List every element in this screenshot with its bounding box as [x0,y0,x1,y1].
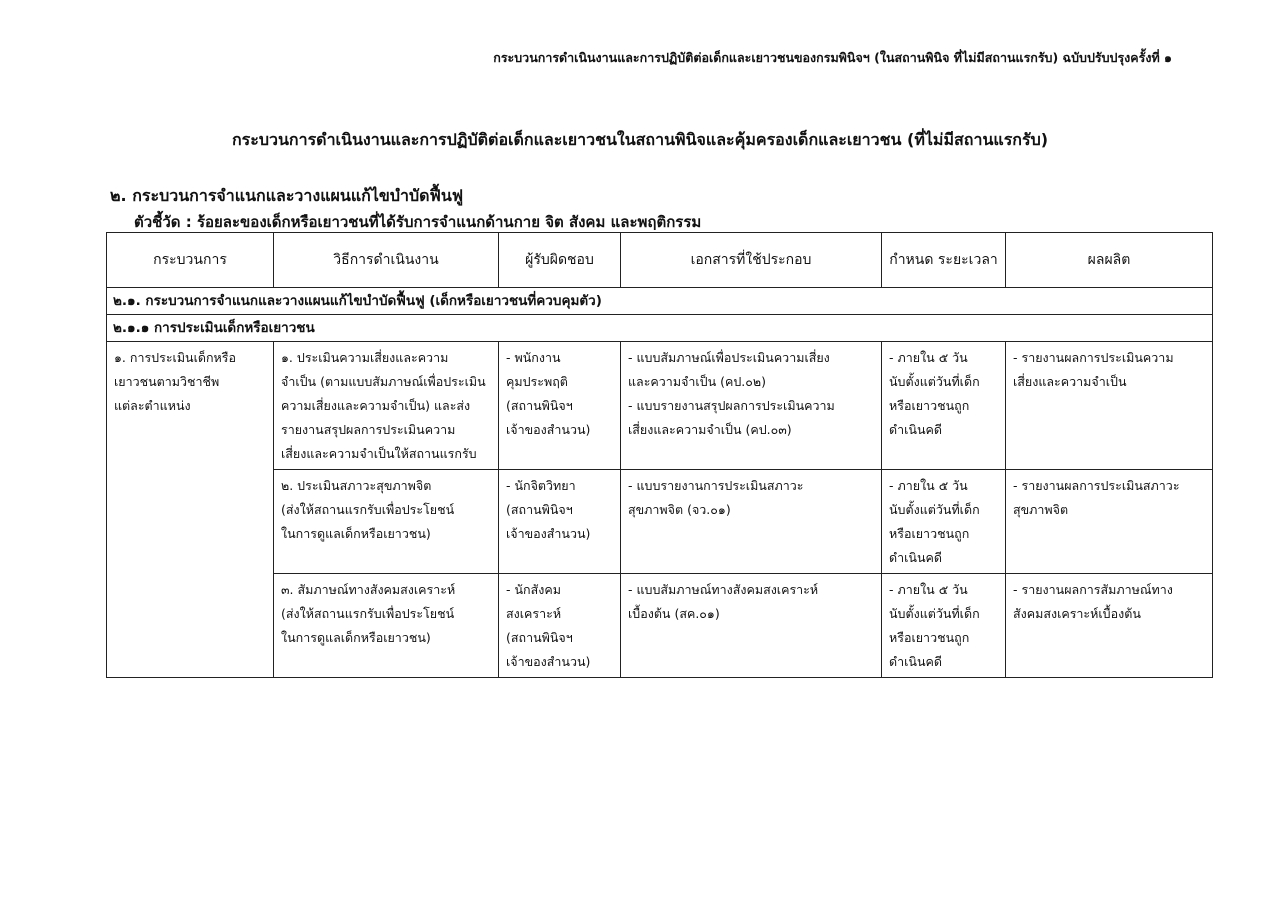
column-header-documents: เอกสารที่ใช้ประกอบ [621,233,882,288]
timeline-line: นับตั้งแต่วันที่เด็ก [889,502,980,517]
output-line: สังคมสงเคราะห์เบื้องต้น [1013,606,1141,621]
column-header-output: ผลผลิต [1006,233,1213,288]
method-line: ๓. สัมภาษณ์ทางสังคมสงเคราะห์ [281,582,456,597]
method-line: (ส่งให้สถานแรกรับเพื่อประโยชน์ [281,606,455,621]
responsible-cell [499,574,621,678]
table-row [107,342,1213,470]
timeline-line: ดำเนินคดี [889,422,942,437]
documents-line: เสี่ยงและความจำเป็น (คป.๐๓) [628,422,792,437]
output-line: เสี่ยงและความจำเป็น [1013,374,1127,389]
output-cell [1006,470,1213,574]
responsible-line: - นักจิตวิทยา [506,478,576,493]
process-line: ๑. การประเมินเด็กหรือ [114,350,237,365]
documents-line: - แบบสัมภาษณ์ทางสังคมสงเคราะห์ [628,582,819,597]
timeline-line: ดำเนินคดี [889,550,942,565]
responsible-line: เจ้าของสำนวน) [506,654,591,669]
output-line: สุขภาพจิต [1013,502,1069,517]
responsible-line: คุมประพฤติ [506,374,568,389]
timeline-header-line-1: กำหนด [889,252,934,268]
column-header-timeline [882,233,1006,288]
documents-line: - แบบรายงานการประเมินสภาวะ [628,478,804,493]
method-cell [274,574,499,678]
responsible-cell [499,342,621,470]
method-cell [274,342,499,470]
section-row-label: ๒.๑. กระบวนการจำแนกและวางแผนแก้ไขบำบัดฟื้นฟู (เด็กหรือเยาวชนที่ควบคุมตัว) [107,288,1213,315]
responsible-line: เจ้าของสำนวน) [506,526,591,541]
timeline-header-line-2: ระยะเวลา [937,252,998,268]
method-line: จำเป็น (ตามแบบสัมภาษณ์เพื่อประเมิน [281,374,486,389]
indicator-text: ตัวชี้วัด : ร้อยละของเด็กหรือเยาวชนที่ได้รับการจำแนกด้านกาย จิต สังคม และพฤติกรรม [134,213,702,231]
documents-line: - แบบสัมภาษณ์เพื่อประเมินความเสี่ยง [628,350,830,365]
column-header-process: กระบวนการ [107,233,274,288]
method-cell [274,470,499,574]
responsible-line: - พนักงาน [506,350,561,365]
timeline-line: ดำเนินคดี [889,654,942,669]
responsible-cell [499,470,621,574]
output-line: - รายงานผลการประเมินสภาวะ [1013,478,1180,493]
section-row [107,288,1213,315]
timeline-line: - ภายใน ๕ วัน [889,350,968,365]
responsible-line: (สถานพินิจฯ [506,398,573,413]
column-header-responsible: ผู้รับผิดชอบ [499,233,621,288]
documents-line: และความจำเป็น (คป.๐๒) [628,374,767,389]
timeline-line: - ภายใน ๕ วัน [889,478,968,493]
timeline-line: หรือเยาวชนถูก [889,526,970,541]
documents-cell [621,574,882,678]
method-line: เสี่ยงและความจำเป็นให้สถานแรกรับ [281,446,477,461]
timeline-line: หรือเยาวชนถูก [889,630,970,645]
method-line: ในการดูแลเด็กหรือเยาวชน) [281,630,431,645]
output-cell [1006,574,1213,678]
timeline-line: หรือเยาวชนถูก [889,398,970,413]
process-cell [107,342,274,678]
table-header-row [107,233,1213,288]
timeline-line: นับตั้งแต่วันที่เด็ก [889,606,980,621]
subsection-row [107,315,1213,342]
documents-line: เบื้องต้น (สค.๐๑) [628,606,720,621]
output-line: - รายงานผลการประเมินความ [1013,350,1174,365]
timeline-line: นับตั้งแต่วันที่เด็ก [889,374,980,389]
timeline-line: - ภายใน ๕ วัน [889,582,968,597]
document-title: กระบวนการดำเนินงานและการปฏิบัติต่อเด็กและเยาวชนในสถานพินิจและคุ้มครองเด็กและเยาวชน (ที่ไม่มีสถานแรกรับ) [231,130,1049,149]
output-cell [1006,342,1213,470]
process-line: แต่ละตำแหน่ง [114,398,191,413]
documents-line: สุขภาพจิต (จว.๐๑) [628,502,731,517]
documents-cell [621,470,882,574]
responsible-line: (สถานพินิจฯ [506,502,573,517]
responsible-line: เจ้าของสำนวน) [506,422,591,437]
documents-cell [621,342,882,470]
section-heading: ๒. กระบวนการจำแนกและวางแผนแก้ไขบำบัดฟื้นฟู [110,186,464,205]
column-header-method: วิธีการดำเนินงาน [274,233,499,288]
output-line: - รายงานผลการสัมภาษณ์ทาง [1013,582,1173,597]
method-line: ในการดูแลเด็กหรือเยาวชน) [281,526,431,541]
process-line: เยาวชนตามวิชาชีพ [114,374,220,389]
process-table [106,232,1213,678]
timeline-cell [882,342,1006,470]
method-line: (ส่งให้สถานแรกรับเพื่อประโยชน์ [281,502,455,517]
documents-line: - แบบรายงานสรุปผลการประเมินความ [628,398,835,413]
responsible-line: (สถานพินิจฯ [506,630,573,645]
method-line: ๒. ประเมินสภาวะสุขภาพจิต [281,478,432,493]
method-line: รายงานสรุปผลการประเมินความ [281,422,456,437]
responsible-line: สงเคราะห์ [506,606,562,621]
method-line: ๑. ประเมินความเสี่ยงและความ [281,350,449,365]
running-header: กระบวนการดำเนินงานและการปฏิบัติต่อเด็กและเยาวชนของกรมพินิจฯ (ในสถานพินิจ ที่ไม่มีสถานแรกรับ) ฉบับปรับปรุงครั้งที่ ๑ [493,50,1172,65]
timeline-cell [882,574,1006,678]
subsection-row-label: ๒.๑.๑ การประเมินเด็กหรือเยาวชน [107,315,1213,342]
method-line: ความเสี่ยงและความจำเป็น) และส่ง [281,398,471,413]
timeline-cell [882,470,1006,574]
responsible-line: - นักสังคม [506,582,561,597]
